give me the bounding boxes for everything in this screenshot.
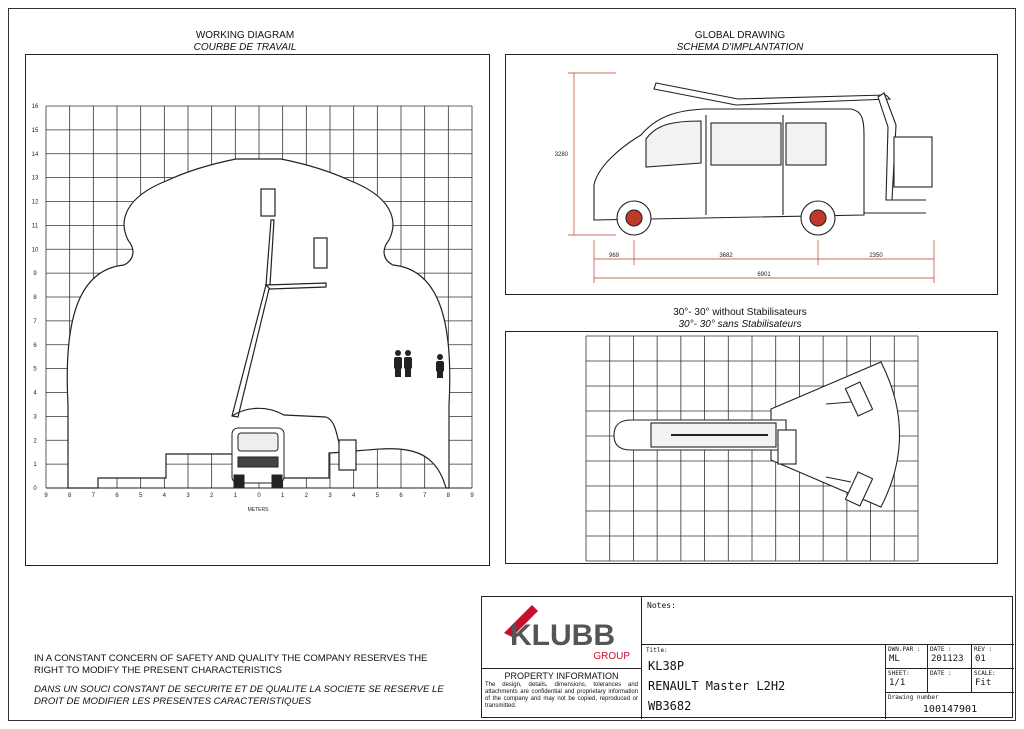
title-block	[481, 596, 1013, 718]
x-tick-label: 9	[470, 493, 474, 499]
disclaimer-fr: DANS UN SOUCI CONSTANT DE SECURITE ET DE QUALITE LA SOCIETE SE RESERVE LE DROIT DE MODIFIER LES PRESENTES CARACTERISTIQUES	[34, 684, 444, 707]
y-tick-label: 15	[31, 127, 39, 134]
property-cell	[482, 669, 642, 719]
sheet-cell	[886, 669, 928, 693]
x-tick-label: 8	[67, 493, 72, 499]
rotation-title-en: 30°- 30° without Stabilisateurs	[673, 307, 807, 318]
date2-label: DATE :	[930, 670, 952, 677]
working-diagram-title-en: WORKING DIAGRAM	[195, 30, 295, 41]
x-tick-label: 8	[446, 493, 451, 499]
van-side-view	[594, 109, 926, 235]
date-cell	[928, 645, 972, 669]
rev-value: 01	[975, 654, 986, 664]
property-text: The design, details, dimensions, tolerances and attachments are confidential and proprietary information of the company and may not be copied, reproduced or transmitted.	[485, 682, 638, 709]
x-tick-label: 7	[91, 493, 96, 499]
rev-cell	[972, 645, 1014, 669]
y-tick-label: 0	[33, 486, 37, 492]
info-grid	[886, 645, 1014, 719]
global-drawing-panel	[505, 54, 998, 295]
scale-cell	[972, 669, 1014, 693]
date2-cell	[928, 669, 972, 693]
title-line3: WB3682	[648, 699, 692, 713]
x-tick-label: 6	[399, 493, 403, 499]
y-tick-label: 2	[33, 438, 37, 445]
drawing-number-cell	[886, 693, 1014, 719]
notes-cell	[642, 597, 1014, 645]
global-drawing-title-fr: SCHEMA D'IMPLANTATION	[676, 42, 804, 53]
disclaimer-en: IN A CONSTANT CONCERN OF SAFETY AND QUALITY THE COMPANY RESERVES THE RIGHT TO MODIFY THE PRESENT CHARACTERISTICS	[34, 653, 428, 676]
rotation-title-fr: 30°- 30° sans Stabilisateurs	[678, 319, 802, 330]
dim-rear: 2350	[869, 253, 883, 259]
x-tick-label: 1	[233, 493, 238, 499]
x-tick-label: 3	[328, 493, 332, 499]
scale-value: Fit	[975, 678, 992, 688]
rev-label: REV :	[974, 646, 993, 653]
y-tick-label: 13	[31, 175, 39, 182]
dwn-cell	[886, 645, 928, 669]
rotation-title	[640, 307, 840, 331]
dim-total: 6901	[757, 272, 771, 278]
dim-wheelbase: 3682	[719, 253, 733, 259]
y-tick-label: 8	[33, 295, 37, 301]
sheet-value: 1/1	[889, 678, 906, 688]
x-tick-label: 6	[115, 493, 119, 499]
y-tick-label: 12	[31, 199, 39, 206]
rotation-svg	[506, 332, 999, 565]
y-tick-label: 11	[31, 223, 39, 230]
notes-label: Notes:	[647, 601, 676, 610]
x-tick-label: 0	[257, 493, 261, 499]
x-tick-label: 2	[304, 493, 309, 499]
working-diagram-title-fr: COURBE DE TRAVAIL	[193, 42, 297, 53]
dwn-label: DWN.PAR :	[888, 646, 921, 653]
scale-label: SCALE:	[974, 670, 996, 677]
x-tick-label: 2	[209, 493, 214, 499]
x-tick-label: 9	[44, 493, 48, 499]
logo-sub: GROUP	[593, 651, 630, 662]
dwn-value: ML	[889, 654, 900, 664]
logo-cell	[482, 597, 642, 669]
property-title: PROPERTY INFORMATION	[504, 671, 619, 681]
y-tick-label: 10	[31, 247, 39, 254]
date-label: DATE :	[930, 646, 952, 653]
working-diagram-x-ticks	[44, 493, 474, 499]
working-diagram-x-label: METERS	[247, 507, 269, 513]
working-diagram-panel	[25, 54, 490, 566]
y-tick-label: 16	[31, 104, 39, 110]
basket-mid	[314, 238, 327, 268]
x-tick-label: 5	[375, 493, 380, 499]
drawing-number: 100147901	[922, 704, 978, 715]
x-tick-label: 5	[138, 493, 143, 499]
dim-front: 969	[608, 253, 620, 259]
global-drawing-title-en: GLOBAL DRAWING	[694, 30, 786, 41]
y-tick-label: 6	[33, 342, 37, 349]
title-line2: RENAULT Master L2H2	[648, 679, 786, 693]
y-tick-label: 9	[33, 271, 37, 278]
y-tick-label: 5	[33, 366, 37, 373]
x-tick-label: 7	[422, 493, 427, 499]
title-line1: KL38P	[648, 659, 685, 673]
van-top-view	[614, 420, 796, 464]
rotation-panel	[505, 331, 998, 564]
global-drawing-title	[640, 30, 840, 54]
x-tick-label: 4	[162, 493, 167, 499]
global-drawing-svg	[506, 55, 999, 296]
drawing-number-label: Drawing number	[888, 694, 939, 701]
x-tick-label: 3	[186, 493, 190, 499]
basket-top	[261, 189, 275, 216]
van-front-view	[232, 428, 284, 488]
y-tick-label: 4	[33, 390, 37, 397]
dim-height: 3280	[554, 152, 568, 158]
working-diagram-title	[140, 30, 350, 54]
sheet-label: SHEET:	[888, 670, 910, 677]
klubb-logo	[482, 597, 642, 669]
basket-low	[339, 440, 356, 470]
x-tick-label: 1	[280, 493, 285, 499]
title-cell	[642, 645, 886, 719]
y-tick-label: 1	[33, 462, 37, 469]
working-diagram-y-ticks	[32, 104, 39, 492]
y-tick-label: 3	[33, 414, 37, 421]
x-tick-label: 4	[351, 493, 356, 499]
date-value: 201123	[931, 654, 964, 664]
working-diagram-svg	[26, 55, 491, 567]
title-label: Title:	[646, 647, 668, 654]
y-tick-label: 14	[31, 151, 39, 158]
logo-text: KLUBB	[510, 619, 615, 652]
y-tick-label: 7	[33, 318, 37, 325]
